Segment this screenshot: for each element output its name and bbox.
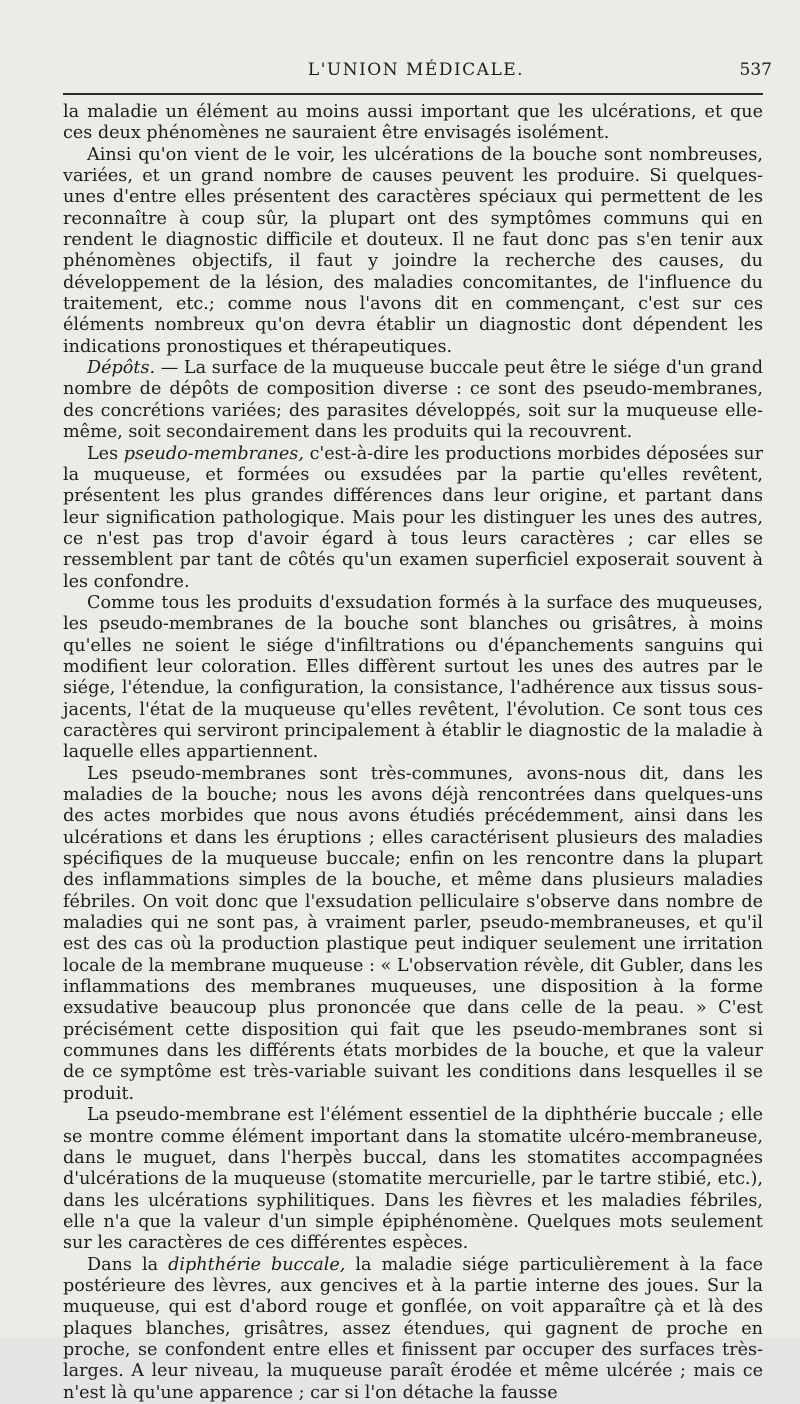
paragraph-depots [63,358,763,443]
page-header [60,56,772,86]
paragraph-text: Les [87,443,124,464]
paragraph-text: La pseudo-membrane est l'élément essentiel de la diphthérie buccale ; elle se montre comme élément important dans la stomatite ulcéro-membraneuse, dans le muguet, dans l'herpès buccal, dans les stomatites accompagnées d'ulcérations de la muqueuse (stomatite mercurielle, par le tartre stibié, etc.), dans les ulcérations syphilitiques. Dans les fièvres et les maladies fébriles, elle n'a que la valeur d'un simple épiphénomène. Quelques mots seulement sur les caractères de ces différentes espèces. [63,1105,763,1254]
term-pseudo-membranes: pseudo-membranes, [123,443,304,464]
paragraph-exsudation [63,593,763,764]
paragraph-text: Les pseudo-membranes sont très-communes, avons-nous dit, dans les maladies de la bouche; nous les avons déjà rencontrées dans quelques-uns des actes morbides que nous avons étudiés précédemment, ainsi dans les ulcérations et dans les éruptions ; elles caractérisent plusieurs des maladies spécifiques de la muqueuse buccale; enfin on les rencontre dans la plupart des inflammations simples de la bouche, et même dans plusieurs maladies fébriles. On voit donc que l'exsudation pelliculaire s'observe dans nombre de maladies qui ne sont pas, à vraiment parler, pseudo-membraneuses, et qu'il est des cas où la production plastique peut indiquer seulement une irritation locale de la membrane muqueuse : « L'observation révèle, dit Gubler, dans les inflammations des membranes muqueuses, une disposition à la forme exsudative beaucoup plus prononcée que dans celle de la peau. » C'est précisément cette disposition qui fait que les pseudo-membranes sont si communes dans les différents états morbides de la bouche, et que la valeur de ce symptôme est très-variable suivant les conditions dans lesquelles il se produit. [63,763,763,1104]
paragraph-diphtheria-buccal [63,1255,763,1404]
paragraph-text: Comme tous les produits d'exsudation formés à la surface des muqueuses, les pseudo-membranes de la bouche sont blanches ou grisâtres, à moins qu'elles ne soient le siége d'infiltrations ou d'épanchements sanguins qui modifient leur coloration. Elles diffèrent surtout les unes des autres par le siége, l'étendue, la configuration, la consistance, l'adhérence aux tissus sous-jacents, l'état de la muqueuse qu'elles revêtent, l'évolution. Ce sont tous ces caractères qui serviront principalement à établir le diagnostic de la maladie à laquelle elles appartiennent. [63,592,763,763]
paragraph-frequency [63,764,763,1106]
page-number: 537 [739,60,772,80]
paragraph-causes [63,145,763,358]
paragraph-text: Ainsi qu'on vient de le voir, les ulcérations de la bouche sont nombreuses, variées, et un grand nombre de causes peuvent les produire. Si quelques-unes d'entre elles présentent des caractères spéciaux qui permettent de les reconnaître à coup sûr, la plupart ont des symptômes communs qui en rendent le diagnostic difficile et douteux. Il ne faut donc pas s'en tenir aux phénomènes objectifs, il faut y joindre la recherche des causes, du développement de la lésion, des maladies concomitantes, de l'influence du traitement, etc.; comme nous l'avons dit en commençant, c'est sur ces éléments nombreux qu'on devra établir un diagnostic dont dépendent les indications pronostiques et thérapeutiques. [63,144,763,357]
term-diphtherie-buccale: diphthérie buccale, [168,1254,346,1275]
paragraph-text: la maladie siége particulièrement à la face postérieure des lèvres, aux gencives et à la partie interne des joues. Sur la muqueuse, qui est d'abord rouge et gonflée, on voit apparaître çà et là des plaques blanches, grisâtres, assez étendues, qui gagnent de proche en proche, se confondent entre elles et finissent par occuper des surfaces très-larges. A leur niveau, la muqueuse paraît érodée et même ulcérée ; mais ce n'est là qu'une apparence ; car si l'on détache la fausse [63,1254,763,1403]
header-rule [63,93,763,95]
paragraph-diphtheria-element [63,1105,763,1254]
paragraph-pseudo-membranes [63,444,763,593]
body-text [63,102,763,1404]
running-title: L'UNION MÉDICALE. [307,60,525,80]
paragraph-text: la maladie un élément au moins aussi important que les ulcérations, et que ces deux phénomènes ne sauraient être envisagés isolément. [63,102,763,144]
paragraph-text: — La surface de la muqueuse buccale peut être le siége d'un grand nombre de dépôts de composition diverse : ce sont des pseudo-membranes, des concrétions variées; des parasites développés, soit sur la muqueuse elle-même, soit secondairement dans les produits qui la recouvrent. [63,358,763,443]
paragraph-text: c'est-à-dire les productions morbides déposées sur la muqueuse, et formées ou exsudées par la partie qu'elles revêtent, présentent les plus grandes différences dans leur origine, et partant dans leur signification pathologique. Mais pour les distinguer les unes des autres, ce n'est pas trop d'avoir égard à tous leurs caractères ; car elles se ressemblent par tant de côtés qu'un examen superficiel exposerait souvent à les confondre. [63,443,763,592]
paragraph-continuation [63,102,763,145]
section-heading-depots: Dépôts. [87,358,156,379]
paragraph-text: Dans la [87,1254,169,1275]
